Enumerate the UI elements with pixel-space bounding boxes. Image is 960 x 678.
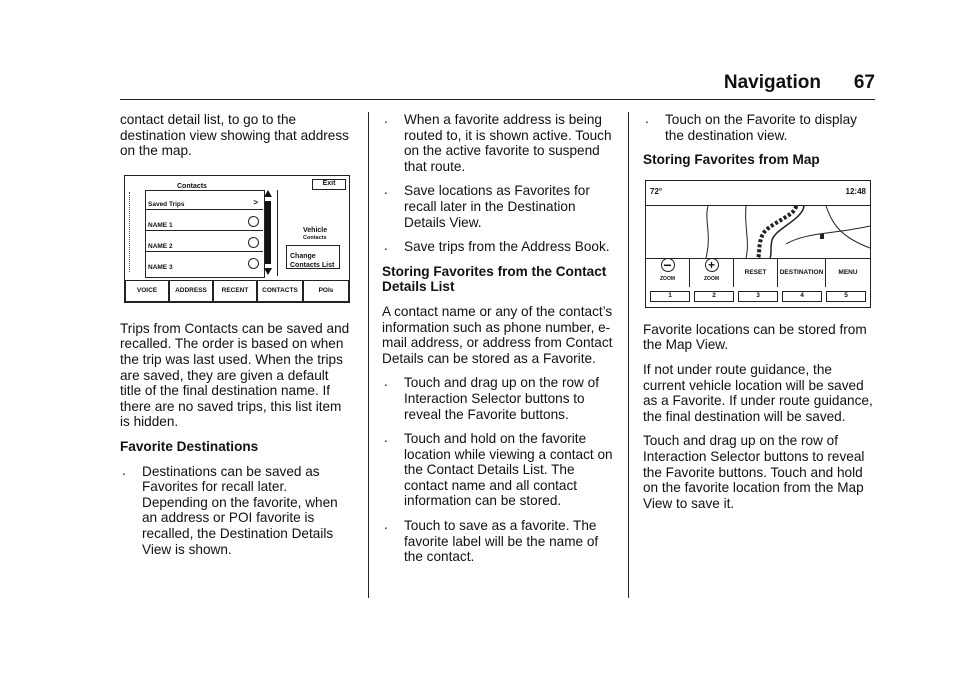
- map-road: [746, 206, 748, 258]
- map-road: [786, 226, 870, 244]
- contacts-screen-figure: [124, 175, 350, 303]
- bullet-item: . Touch and drag up on the row of Interaction Selector buttons to reveal the Favorite buttons.: [384, 374, 599, 422]
- scroll-thumb: [265, 201, 271, 264]
- heading: Favorite Destinations: [120, 438, 259, 454]
- paragraph: Trips from Contacts can be saved and recalled. The order is based on when the trip was last used. When the trips are saved, they are given a default title of the final destination name. If there are no saved trips, this list item is hidden.: [120, 320, 350, 430]
- paragraph: Touch and drag up on the row of Interaction Selector buttons to reveal the Favorite buttons. Touch and hold on the favorite location from the Map View to save it.: [643, 433, 865, 511]
- reset-button: RESET: [734, 259, 778, 287]
- heading: Storing Favorites from the Contact Details List: [382, 263, 607, 295]
- clock: 12:48: [845, 186, 866, 196]
- heading: Storing Favorites from Map: [643, 152, 820, 168]
- zoom-in-button: + ZOOM: [690, 259, 734, 287]
- bullet-item: . Save locations as Favorites for recall later in the Destination Details View.: [384, 182, 590, 230]
- favorite-button-4: 4: [782, 291, 822, 302]
- change-contacts-list-button: Change Contacts List: [286, 245, 340, 269]
- exit-button: Exit: [312, 179, 346, 190]
- vehicle-label: Vehicle: [303, 226, 328, 234]
- paragraph: A contact name or any of the contact’s information such as phone number, e-mail address, or address from Contact Details can be stored as a Favorite.: [382, 303, 613, 366]
- bullet-item: . Touch to save as a favorite. The favorite label will be the name of the contact.: [384, 517, 599, 565]
- list-item: Saved Trips >: [145, 191, 263, 210]
- route-line: [758, 206, 796, 258]
- recent-button: RECENT: [213, 280, 257, 302]
- address-button: ADDRESS: [169, 280, 213, 302]
- button-row: [125, 280, 349, 302]
- section-title: Navigation: [723, 72, 821, 93]
- column-divider: [368, 112, 369, 598]
- bullet-item: . Touch and hold on the favorite location while viewing a contact on the Contact Details List. The contact name and all contact information can be stored.: [384, 430, 613, 509]
- column-1: [120, 112, 352, 566]
- vehicle-marker-icon: [820, 234, 824, 239]
- voice-button: VOICE: [125, 280, 169, 302]
- zoom-out-button: − ZOOM: [646, 259, 690, 287]
- scrollbar: [264, 190, 272, 276]
- page-number: 67: [853, 72, 875, 93]
- map-button-row: [646, 258, 870, 287]
- contacts-button: CONTACTS: [257, 280, 303, 302]
- bullet-item: . Touch on the Favorite to display the destination view.: [645, 111, 857, 143]
- contact-icon: [248, 237, 259, 248]
- map-view: [646, 206, 870, 258]
- header-rule: [120, 99, 875, 100]
- paragraph: Favorite locations can be stored from the Map View.: [643, 321, 867, 353]
- column-2: [382, 112, 620, 574]
- list-item: NAME 2: [145, 233, 263, 252]
- favorites-row: [650, 291, 866, 302]
- zoom-out-icon: −: [661, 258, 675, 272]
- favorite-button-1: 1: [650, 291, 690, 302]
- page-header: [120, 70, 875, 98]
- contact-icon: [248, 216, 259, 227]
- menu-button: MENU: [838, 268, 858, 276]
- column-3: [643, 112, 875, 520]
- scroll-up-icon: [264, 190, 272, 197]
- list-item: NAME 3: [145, 254, 263, 273]
- favorite-button-2: 2: [694, 291, 734, 302]
- paragraph: If not under route guidance, the current vehicle location will be saved as a Favorite. If under route guidance, the final destination will be saved.: [643, 361, 873, 424]
- favorite-button-5: 5: [826, 291, 866, 302]
- map-road: [770, 206, 804, 258]
- bullet-item: . Save trips from the Address Book.: [384, 238, 610, 255]
- pois-button: POIs: [303, 280, 349, 302]
- bullet-item: . When a favorite address is being routed to, it is shown active. Touch on the active favorite to suspend that route.: [384, 111, 612, 174]
- alphabet-strip: [129, 192, 132, 272]
- favorite-button-3: 3: [738, 291, 778, 302]
- list-item: NAME 1: [145, 212, 263, 231]
- temperature: 72°: [650, 186, 663, 196]
- contact-icon: [248, 258, 259, 269]
- intro-paragraph: contact detail list, to go to the destination view showing that address on the map.: [120, 112, 349, 159]
- scroll-down-icon: [264, 268, 272, 275]
- map-screen-figure: [645, 180, 871, 308]
- column-divider: [628, 112, 629, 598]
- contacts-title: Contacts: [177, 182, 207, 190]
- vehicle-sublabel: Contacts: [303, 234, 327, 241]
- bullet-item: . Destinations can be saved as Favorites for recall later. Depending on the favorite, when an address or POI favorite is recalled, the Destination Details View is shown.: [122, 462, 338, 557]
- map-road: [706, 206, 708, 258]
- destination-button: DESTINATION: [778, 259, 826, 287]
- zoom-in-icon: +: [705, 258, 719, 272]
